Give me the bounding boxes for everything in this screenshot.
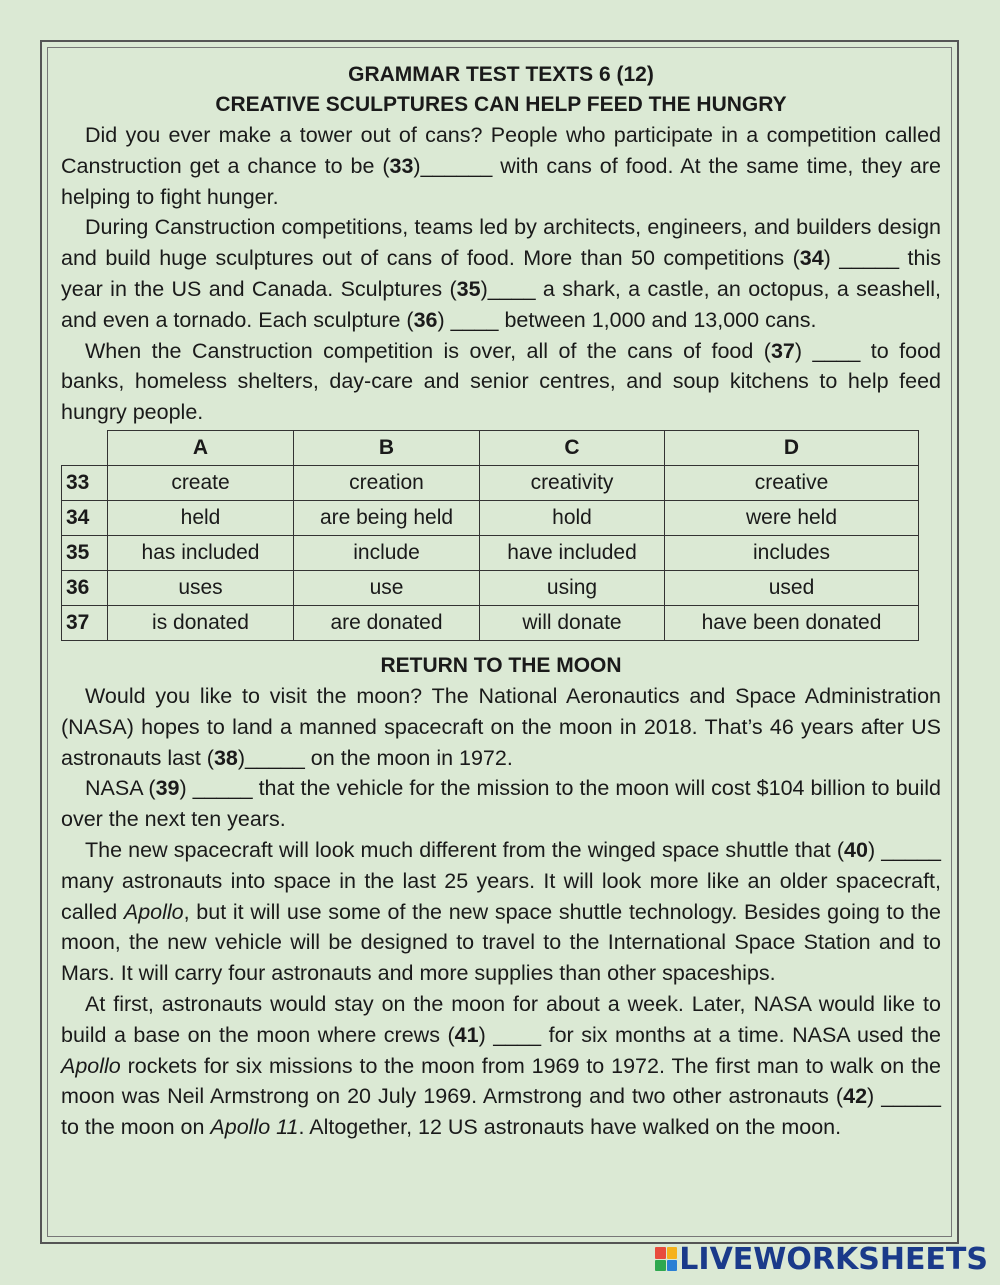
option-b[interactable]: are being held (294, 500, 480, 535)
table-row (62, 500, 919, 535)
option-d[interactable]: used (665, 570, 919, 605)
row-number: 34 (62, 500, 108, 535)
worksheet-content (61, 60, 941, 1143)
question-number-38: 38 (213, 745, 238, 770)
column-header-a: A (108, 430, 294, 465)
worksheet-title: GRAMMAR TEST TEXTS 6 (12) (348, 63, 654, 86)
italic-apollo: Apollo (123, 899, 184, 924)
passage-title-sculptures: CREATIVE SCULPTURES CAN HELP FEED THE HUNGRY (215, 93, 787, 116)
option-a[interactable]: held (108, 500, 294, 535)
paragraph-5: NASA (39) _____ that the vehicle for the mission to the moon will cost $104 billion to build over the next ten years. (61, 776, 941, 832)
option-a[interactable]: create (108, 465, 294, 500)
question-number-35: 35 (456, 276, 481, 301)
italic-apollo: Apollo (61, 1053, 121, 1078)
option-c[interactable]: hold (480, 500, 665, 535)
row-number: 37 (62, 605, 108, 640)
table-row (62, 535, 919, 570)
table-header-row (62, 430, 919, 465)
liveworksheets-logo[interactable] (655, 1243, 988, 1275)
paragraph-2: During Canstruction competitions, teams led by architects, engineers, and builders design and build huge sculptures out of cans of food. More than 50 competitions (34) _____ this year in the US and Canada. Sculptures (35)____ a shark, a castle, an octopus, a seashell, and even a tornado. Each sculpture (36) ____ between 1,000 and 13,000 cans. (61, 215, 941, 332)
option-c[interactable]: using (480, 570, 665, 605)
option-a[interactable]: uses (108, 570, 294, 605)
question-number-36: 36 (413, 307, 438, 332)
option-c[interactable]: will donate (480, 605, 665, 640)
option-b[interactable]: are donated (294, 605, 480, 640)
passage-title-moon: RETURN TO THE MOON (380, 653, 622, 677)
table-corner (62, 430, 108, 465)
paragraph-3: When the Canstruction competition is over, all of the cans of food (37) ____ to food banks, homeless shelters, day-care and senior centres, and soup kitchens to help feed hungry people. (61, 338, 941, 425)
option-d[interactable]: creative (665, 465, 919, 500)
column-header-b: B (294, 430, 480, 465)
option-d[interactable]: were held (665, 500, 919, 535)
column-header-d: D (665, 430, 919, 465)
paragraph-1: Did you ever make a tower out of cans? People who participate in a competition called Canstruction get a chance to be (33)______ with cans of food. At the same time, they are helping to fight hunger. (61, 123, 941, 209)
option-d[interactable]: includes (665, 535, 919, 570)
row-number: 35 (62, 535, 108, 570)
option-d[interactable]: have been donated (665, 605, 919, 640)
logo-text: LIVEWORKSHEETS (679, 1241, 988, 1277)
paragraph-7: At first, astronauts would stay on the moon for about a week. Later, NASA would like to build a base on the moon where crews (41) ____ for six months at a time. NASA used the Apollo rockets for six missions to the moon from 1969 to 1972. The first man to walk on the moon was Neil Armstrong on 20 July 1969. Armstrong and two other astronauts (42) _____ to the moon on Apollo 11. Altogether, 12 US astronauts have walked on the moon. (61, 991, 942, 1140)
row-number: 33 (62, 465, 108, 500)
logo-mark-icon (655, 1247, 677, 1271)
option-c[interactable]: have included (480, 535, 665, 570)
table-row (62, 465, 919, 500)
question-number-41: 41 (454, 1022, 479, 1047)
question-number-37: 37 (770, 338, 795, 363)
question-number-33: 33 (389, 153, 414, 178)
paragraph-4: Would you like to visit the moon? The National Aeronautics and Space Administration (NASA) hopes to land a manned spacecraft on the moon in 2018. That’s 46 years after US astronauts last (38)_____ on the moon in 1972. (61, 683, 941, 770)
question-number-34: 34 (799, 246, 824, 271)
option-a[interactable]: has included (108, 535, 294, 570)
column-header-c: C (480, 430, 665, 465)
option-a[interactable]: is donated (108, 605, 294, 640)
table-row (62, 605, 919, 640)
answer-options-table (61, 430, 919, 641)
question-number-39: 39 (155, 776, 180, 801)
question-number-42: 42 (843, 1084, 868, 1109)
question-number-40: 40 (844, 837, 868, 862)
option-b[interactable]: include (294, 535, 480, 570)
option-c[interactable]: creativity (480, 465, 665, 500)
row-number: 36 (62, 570, 108, 605)
option-b[interactable]: use (294, 570, 480, 605)
table-row (62, 570, 919, 605)
option-b[interactable]: creation (294, 465, 480, 500)
italic-apollo-11: Apollo 11 (210, 1115, 299, 1140)
paragraph-6: The new spacecraft will look much different from the winged space shuttle that (40) _____ many astronauts into space in the last 25 years. It will look more like an older spacecraft, called Apollo, but it will use some of the new space shuttle technology. Besides going to the moon, the new vehicle will be designed to travel to the International Space Station and to Mars. It will carry four astronauts and more supplies than other spaceships. (61, 837, 941, 986)
